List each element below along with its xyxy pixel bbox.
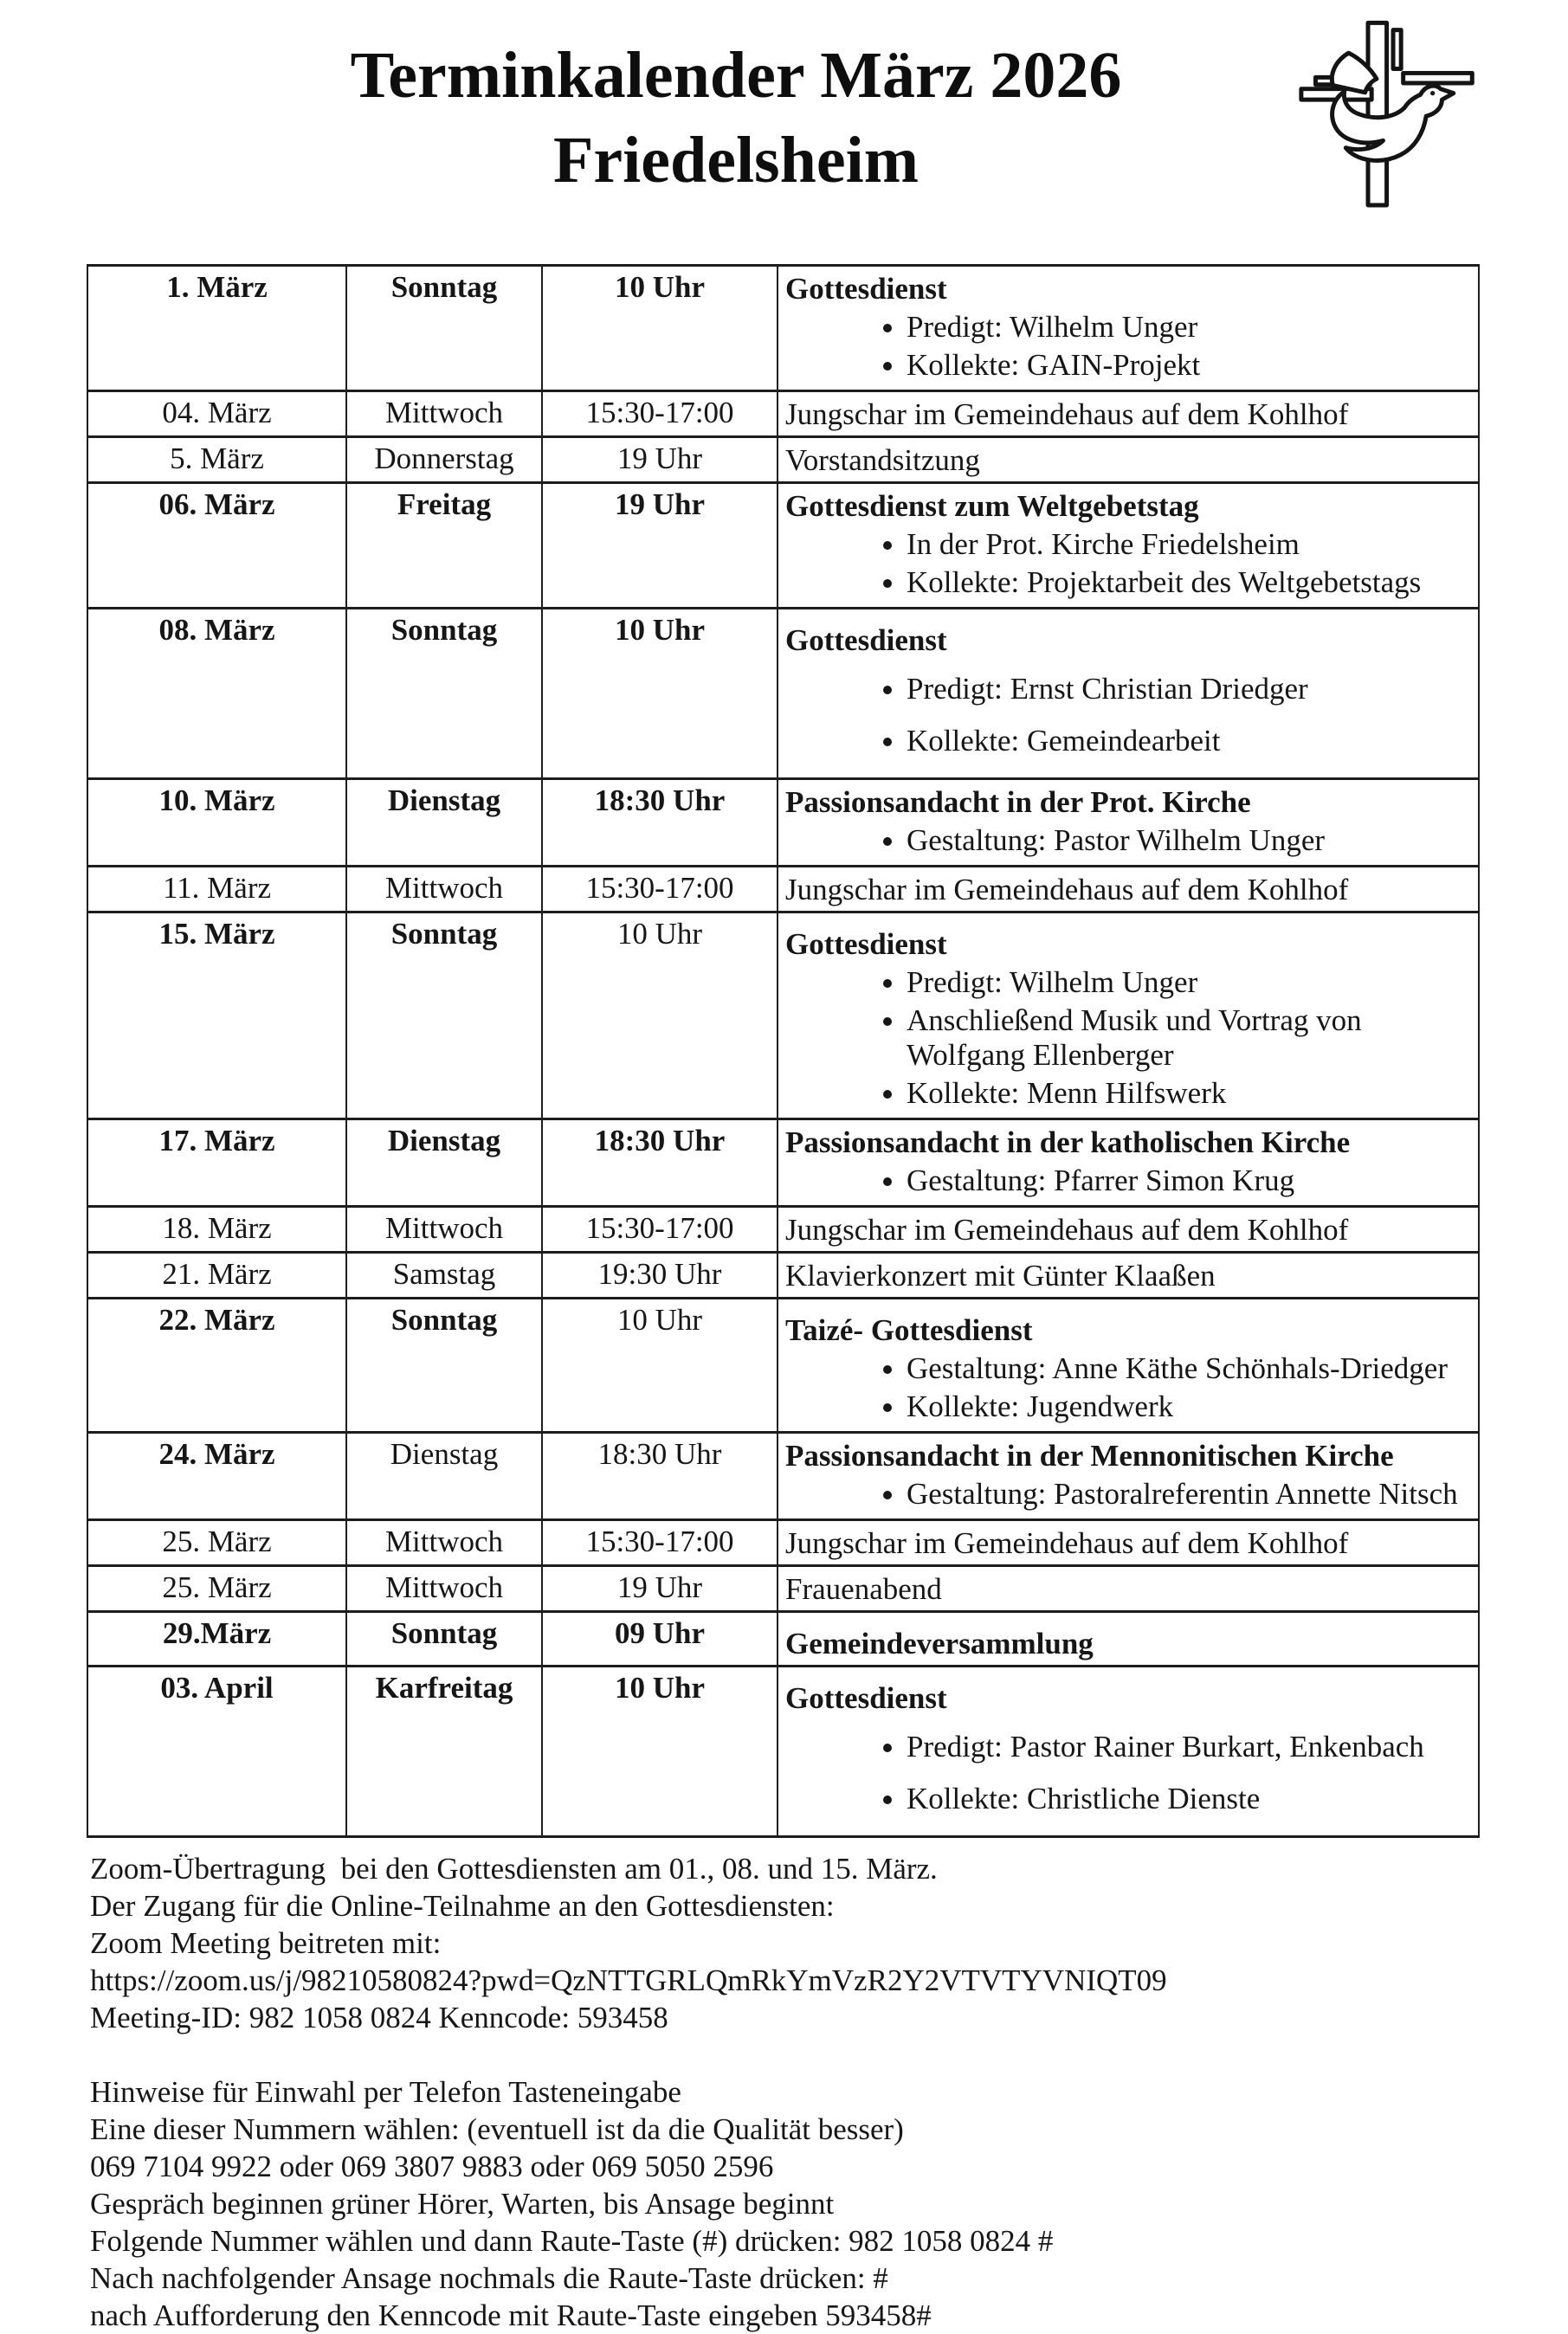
dove-cross-logo-icon xyxy=(1280,3,1524,239)
event-details-list xyxy=(785,1730,1471,1816)
event-date: 08. März xyxy=(87,609,346,779)
event-description xyxy=(778,483,1479,609)
event-day: Sonntag xyxy=(346,266,542,391)
event-description xyxy=(778,912,1479,1119)
event-title: Passionsandacht in der Prot. Kirche xyxy=(785,785,1251,819)
event-details-list xyxy=(785,823,1471,858)
event-row xyxy=(87,1119,1479,1207)
event-time: 18:30 Uhr xyxy=(542,779,778,867)
event-day: Dienstag xyxy=(346,1119,542,1207)
event-day: Sonntag xyxy=(346,912,542,1119)
event-time: 15:30-17:00 xyxy=(542,867,778,912)
event-description xyxy=(778,1207,1479,1253)
event-day: Mittwoch xyxy=(346,1207,542,1253)
event-description xyxy=(778,437,1479,483)
event-row xyxy=(87,867,1479,912)
page-title xyxy=(0,33,1472,203)
event-title: Passionsandacht in der Mennonitischen Kirche xyxy=(785,1439,1394,1473)
event-detail-item: • In der Prot. Kirche Friedelsheim xyxy=(907,527,1471,562)
event-row xyxy=(87,266,1479,391)
event-date: 17. März xyxy=(87,1119,346,1207)
event-date: 29.März xyxy=(87,1612,346,1667)
event-row xyxy=(87,483,1479,609)
event-row xyxy=(87,779,1479,867)
event-detail-item: • Gestaltung: Pastor Wilhelm Unger xyxy=(907,823,1471,858)
event-date: 03. April xyxy=(87,1667,346,1837)
event-details-list xyxy=(785,1351,1471,1424)
event-time: 19 Uhr xyxy=(542,1566,778,1612)
event-date: 11. März xyxy=(87,867,346,912)
event-day: Sonntag xyxy=(346,609,542,779)
event-time: 19 Uhr xyxy=(542,437,778,483)
event-day: Mittwoch xyxy=(346,867,542,912)
title-line-2: Friedelsheim xyxy=(552,124,920,197)
event-time: 09 Uhr xyxy=(542,1612,778,1667)
online-access-note: Der Zugang für die Online-Teilnahme an den Gottesdiensten: xyxy=(90,1889,835,1923)
event-row xyxy=(87,391,1479,437)
event-description xyxy=(778,779,1479,867)
event-title: Jungschar im Gemeindehaus auf dem Kohlhof xyxy=(785,397,1349,431)
phone-numbers-line: 069 7104 9922 oder 069 3807 9883 oder 069 5050 2596 xyxy=(90,2150,774,2183)
event-description xyxy=(778,1612,1479,1667)
event-time: 19 Uhr xyxy=(542,483,778,609)
event-row xyxy=(87,437,1479,483)
event-detail-item: • Gestaltung: Anne Käthe Schönhals-Driedger xyxy=(907,1351,1471,1386)
event-date: 21. März xyxy=(87,1253,346,1299)
event-time: 15:30-17:00 xyxy=(542,1207,778,1253)
event-date: 1. März xyxy=(87,266,346,391)
event-details-list xyxy=(785,672,1471,758)
zoom-link-text: https://zoom.us/j/98210580824?pwd=QzNTTGRLQmRkYmVzR2Y2VTVTYVNIQT09 xyxy=(90,1963,1167,1997)
event-detail-item: • Kollekte: Gemeindearbeit xyxy=(907,724,1471,758)
event-row xyxy=(87,1667,1479,1837)
event-row xyxy=(87,1299,1479,1433)
events-table-body xyxy=(87,266,1479,1837)
event-description xyxy=(778,1119,1479,1207)
event-title: Taizé- Gottesdienst xyxy=(785,1313,1033,1347)
event-detail-item: • Kollekte: GAIN-Projekt xyxy=(907,348,1471,383)
event-date: 22. März xyxy=(87,1299,346,1433)
phone-hint-line: nach Aufforderung den Kenncode mit Raute-Taste eingeben 593458# xyxy=(90,2299,932,2332)
event-details-list xyxy=(785,310,1471,383)
event-detail-item: • Kollekte: Christliche Dienste xyxy=(907,1782,1471,1816)
event-date: 10. März xyxy=(87,779,346,867)
event-row xyxy=(87,1433,1479,1520)
event-description xyxy=(778,1667,1479,1837)
event-day: Samstag xyxy=(346,1253,542,1299)
event-detail-item: • Anschließend Musik und Vortrag von Wolfgang Ellenberger xyxy=(907,1003,1471,1073)
event-day: Dienstag xyxy=(346,779,542,867)
event-time: 15:30-17:00 xyxy=(542,1520,778,1566)
event-time: 10 Uhr xyxy=(542,912,778,1119)
event-date: 15. März xyxy=(87,912,346,1119)
event-day: Dienstag xyxy=(346,1433,542,1520)
event-date: 25. März xyxy=(87,1520,346,1566)
event-detail-item: • Gestaltung: Pastoralreferentin Annette Nitsch xyxy=(907,1477,1471,1512)
event-details-list xyxy=(785,1164,1471,1198)
event-time: 10 Uhr xyxy=(542,1667,778,1837)
event-row xyxy=(87,1207,1479,1253)
event-row xyxy=(87,1253,1479,1299)
event-detail-item: • Kollekte: Menn Hilfswerk xyxy=(907,1076,1471,1111)
event-title: Gemeindeversammlung xyxy=(785,1627,1094,1660)
event-title: Jungschar im Gemeindehaus auf dem Kohlhof xyxy=(785,873,1349,906)
phone-hint-line: Eine dieser Nummern wählen: (eventuell ist da die Qualität besser) xyxy=(90,2112,904,2146)
event-detail-item: • Predigt: Wilhelm Unger xyxy=(907,965,1471,1000)
phone-hint-line: Folgende Nummer wählen und dann Raute-Taste (#) drücken: 982 1058 0824 # xyxy=(90,2224,1054,2258)
title-line-1: Terminkalender März 2026 xyxy=(350,39,1122,112)
document-header xyxy=(0,0,1568,264)
event-day: Donnerstag xyxy=(346,437,542,483)
event-row xyxy=(87,609,1479,779)
event-day: Mittwoch xyxy=(346,391,542,437)
event-title: Gottesdienst xyxy=(785,272,947,306)
event-detail-item: • Predigt: Pastor Rainer Burkart, Enkenbach xyxy=(907,1730,1471,1764)
event-detail-item: • Gestaltung: Pfarrer Simon Krug xyxy=(907,1164,1471,1198)
event-time: 10 Uhr xyxy=(542,266,778,391)
event-date: 24. März xyxy=(87,1433,346,1520)
event-title: Vorstandsitzung xyxy=(785,443,980,477)
event-description xyxy=(778,266,1479,391)
blank-line xyxy=(90,2036,1568,2073)
event-day: Mittwoch xyxy=(346,1520,542,1566)
event-description xyxy=(778,867,1479,912)
event-time: 18:30 Uhr xyxy=(542,1433,778,1520)
event-description xyxy=(778,1520,1479,1566)
event-row xyxy=(87,1520,1479,1566)
event-description xyxy=(778,609,1479,779)
event-detail-item: • Kollekte: Jugendwerk xyxy=(907,1389,1471,1424)
event-time: 15:30-17:00 xyxy=(542,391,778,437)
event-title: Jungschar im Gemeindehaus auf dem Kohlhof xyxy=(785,1526,1349,1560)
event-description xyxy=(778,1566,1479,1612)
event-title: Passionsandacht in der katholischen Kirche xyxy=(785,1125,1351,1159)
event-day: Freitag xyxy=(346,483,542,609)
event-row xyxy=(87,1612,1479,1667)
events-table xyxy=(87,264,1480,1838)
event-date: 06. März xyxy=(87,483,346,609)
phone-hint-line: Gespräch beginnen grüner Hörer, Warten, bis Ansage beginnt xyxy=(90,2187,835,2221)
event-date: 5. März xyxy=(87,437,346,483)
event-time: 18:30 Uhr xyxy=(542,1119,778,1207)
event-day: Sonntag xyxy=(346,1612,542,1667)
meeting-id-line: Meeting-ID: 982 1058 0824 Kenncode: 593458 xyxy=(90,2001,668,2034)
phone-hint-line: Nach nachfolgender Ansage nochmals die Raute-Taste drücken: # xyxy=(90,2261,888,2295)
event-row xyxy=(87,912,1479,1119)
event-details-list xyxy=(785,527,1471,600)
event-title: Gottesdienst zum Weltgebetstag xyxy=(785,489,1199,523)
event-description xyxy=(778,391,1479,437)
event-date: 18. März xyxy=(87,1207,346,1253)
event-time: 10 Uhr xyxy=(542,1299,778,1433)
event-day: Sonntag xyxy=(346,1299,542,1433)
event-time: 10 Uhr xyxy=(542,609,778,779)
event-description xyxy=(778,1433,1479,1520)
event-detail-item: • Kollekte: Projektarbeit des Weltgebetstags xyxy=(907,565,1471,600)
event-details-list xyxy=(785,965,1471,1111)
event-details-list xyxy=(785,1477,1471,1512)
event-time: 19:30 Uhr xyxy=(542,1253,778,1299)
event-title: Jungschar im Gemeindehaus auf dem Kohlhof xyxy=(785,1213,1349,1247)
event-title: Gottesdienst xyxy=(785,927,947,961)
zoom-broadcast-note: Zoom-Übertragung bei den Gottesdiensten am 01., 08. und 15. März. xyxy=(90,1852,938,1886)
zoom-join-label: Zoom Meeting beitreten mit: xyxy=(90,1926,442,1960)
event-row xyxy=(87,1566,1479,1612)
event-date: 04. März xyxy=(87,391,346,437)
event-title: Gottesdienst xyxy=(785,1681,947,1715)
event-detail-item: • Predigt: Wilhelm Unger xyxy=(907,310,1471,345)
event-title: Klavierkonzert mit Günter Klaaßen xyxy=(785,1259,1216,1293)
event-day: Mittwoch xyxy=(346,1566,542,1612)
event-date: 25. März xyxy=(87,1566,346,1612)
phone-hint-heading: Hinweise für Einwahl per Telefon Tasteneingabe xyxy=(90,2075,681,2109)
event-description xyxy=(778,1253,1479,1299)
event-description xyxy=(778,1299,1479,1433)
event-detail-item: • Predigt: Ernst Christian Driedger xyxy=(907,672,1471,706)
event-title: Gottesdienst xyxy=(785,623,947,657)
zoom-info-section xyxy=(90,1850,1568,2334)
event-title: Frauenabend xyxy=(785,1572,942,1606)
event-day: Karfreitag xyxy=(346,1667,542,1837)
